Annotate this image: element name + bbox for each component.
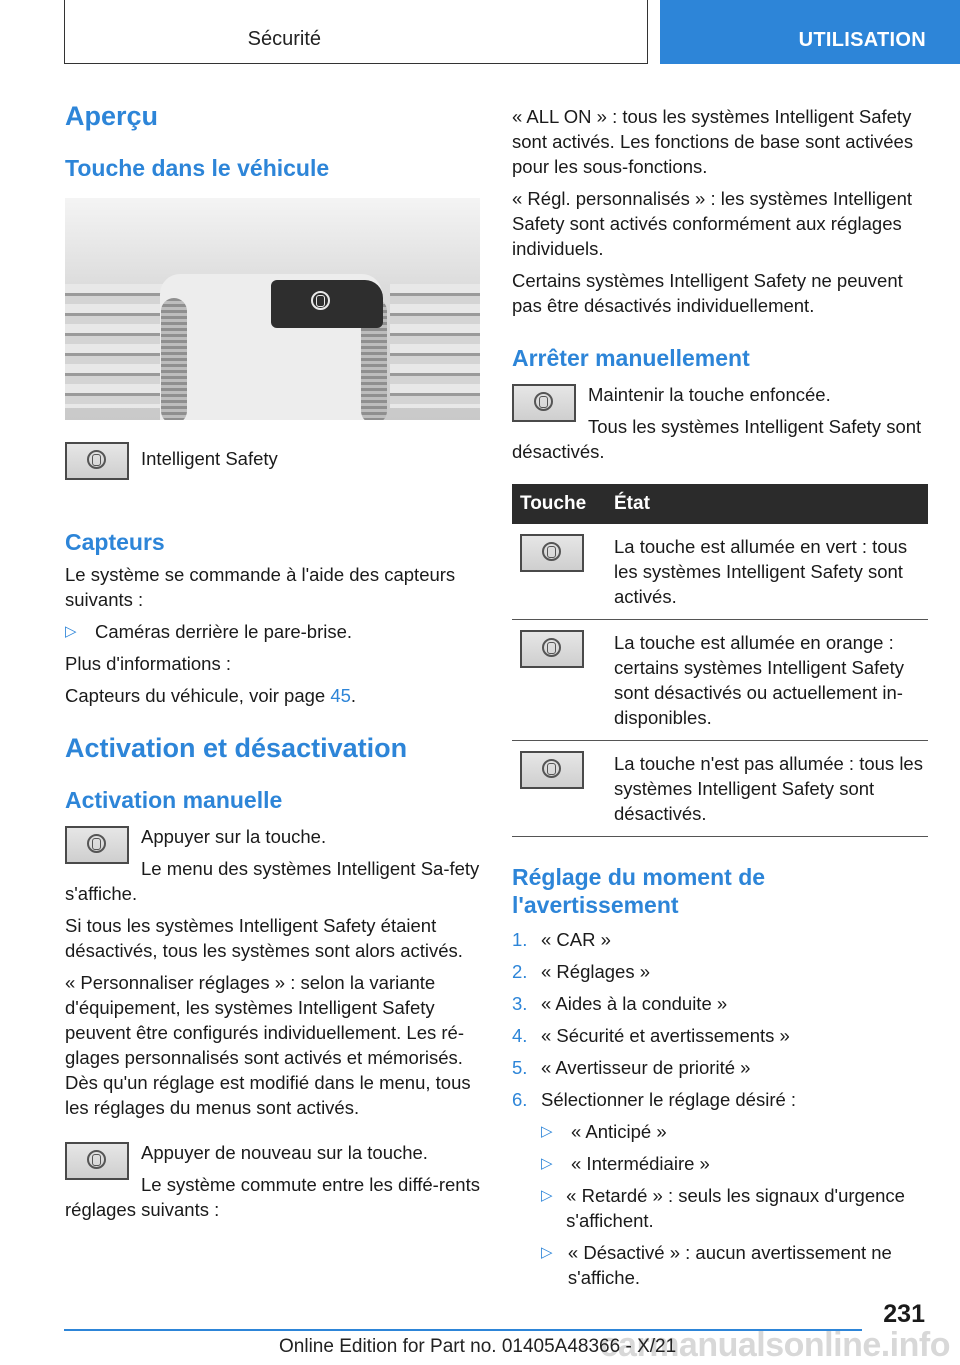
heading-capteurs: Capteurs (65, 529, 165, 555)
step-number: 6. (512, 1089, 528, 1110)
heading-touche: Touche dans le véhicule (65, 155, 330, 181)
table-row (512, 620, 928, 741)
list-item (512, 1023, 928, 1048)
arreter-block (512, 382, 928, 464)
steps-list (512, 927, 928, 1112)
list-item (512, 991, 928, 1016)
option-text: « Désactivé » : aucun avertissement ne s'affiche. (567, 1242, 892, 1288)
list-item (512, 1055, 928, 1080)
capteurs-item: Caméras derrière le pare-brise. (95, 621, 353, 642)
intelligent-safety-button-icon (512, 384, 576, 422)
heading-apercu: Aperçu (65, 101, 159, 131)
table-row (512, 741, 928, 837)
personnaliser-text: « Personnaliser réglages » : selon la variante d'équipement, les systèmes Intelligent Safety peuvent être configurés individuellement. Les ré-glages personnalisés sont activés et mémorisés. Dès qu'un réglage est modifié dans le menu, tous les réglages du menus sont activés. (65, 972, 471, 1118)
air-vent-left (65, 284, 175, 408)
footer-edition: Online Edition for Part no. 01405A48366 - X/21 (279, 1336, 677, 1357)
menu-text: Le menu des systèmes Intelligent Sa-fety s'affiche. (65, 858, 480, 904)
list-item (65, 619, 480, 644)
capteurs-text: Le système se commande à l'aide des capteurs suivants : (65, 564, 456, 610)
intelligent-safety-button-icon (65, 442, 129, 480)
table-cell-state: La touche est allumée en orange : certains systèmes Intelligent Safety sont désactivés ou actuellement in-disponibles. (606, 620, 928, 741)
step-text: « CAR » (541, 929, 611, 950)
left-column (65, 100, 480, 1222)
tous-desactives-text: Tous les systèmes Intelligent Safety sont désactivés. (512, 416, 922, 462)
option-text: « Intermédiaire » (571, 1153, 710, 1174)
step-number: 1. (512, 929, 528, 950)
reference-text: Capteurs du véhicule, voir page (65, 685, 331, 706)
list-item (541, 1240, 928, 1290)
step-text: « Réglages » (541, 961, 651, 982)
options-list (541, 1119, 928, 1290)
intelligent-safety-icon (311, 291, 330, 310)
triangle-bullet-icon: ▷ (65, 623, 77, 640)
capteurs-reference (65, 683, 480, 708)
intelligent-safety-button-orange-icon (520, 630, 584, 668)
appuyer-nouveau-block (65, 1140, 480, 1222)
step-number: 3. (512, 993, 528, 1014)
step-text: « Sécurité et avertissements » (541, 1025, 790, 1046)
table-cell-state: La touche n'est pas allumée : tous les systèmes Intelligent Safety sont désactivés. (606, 741, 928, 837)
vehicle-button-photo (65, 198, 480, 420)
triangle-bullet-icon: ▷ (541, 1187, 553, 1204)
appuyer-text: Appuyer sur la touche. (141, 826, 327, 847)
header-section-title: Sécurité (247, 28, 321, 50)
button-legend (65, 440, 480, 504)
activation-block (65, 824, 480, 906)
table-header-row (512, 484, 928, 524)
page-number: 231 (883, 1300, 925, 1328)
certains-text: Certains systèmes Intelligent Safety ne peuvent pas être désactivés individuellement. (512, 270, 903, 316)
triangle-bullet-icon: ▷ (541, 1244, 553, 1261)
button-state-table (512, 484, 928, 837)
header-frame (64, 0, 648, 64)
triangle-bullet-icon: ▷ (541, 1123, 553, 1140)
list-item (541, 1119, 928, 1144)
button-caption: Intelligent Safety (141, 448, 278, 469)
list-item (541, 1151, 928, 1176)
watermark-logo: carmanualsonline.info (599, 1326, 950, 1364)
table-cell-button (512, 620, 606, 741)
heading-arreter: Arrêter manuellement (512, 345, 750, 371)
air-vent-right (390, 284, 480, 408)
heading-reglage: Réglage du moment de l'avertissement (512, 864, 766, 918)
heading-activation: Activation et désactivation (65, 733, 408, 763)
table-row (512, 524, 928, 620)
table-cell-state: La touche est allumée en vert : tous les systèmes Intelligent Safety sont activés. (606, 524, 928, 620)
maintenir-text: Maintenir la touche enfoncée. (588, 384, 831, 405)
table-cell-button (512, 524, 606, 620)
step-text: Sélectionner le réglage désiré : (541, 1089, 797, 1110)
appuyer-nouveau-text: Appuyer de nouveau sur la touche. (141, 1142, 428, 1163)
step-text: « Avertisseur de priorité » (541, 1057, 751, 1078)
triangle-bullet-icon: ▷ (541, 1155, 553, 1172)
list-item (512, 959, 928, 984)
step-number: 2. (512, 961, 528, 982)
table-cell-button (512, 741, 606, 837)
intelligent-safety-button-off-icon (520, 751, 584, 789)
list-item (512, 927, 928, 952)
reference-end: . (350, 685, 357, 706)
intelligent-safety-button-icon (65, 1142, 129, 1180)
step-number: 5. (512, 1057, 528, 1078)
vent-wheel-left (161, 298, 187, 420)
step-text: « Aides à la conduite » (541, 993, 728, 1014)
list-item (512, 1087, 928, 1112)
table-header-etat: État (606, 484, 928, 524)
regl-perso-text: « Régl. personnalisés » : les systèmes Intelligent Safety sont activés conformément aux réglages individuels. (512, 188, 913, 259)
option-text: « Anticipé » (571, 1121, 667, 1142)
intelligent-safety-physical-button (271, 280, 383, 328)
list-item (541, 1183, 928, 1233)
intelligent-safety-button-icon (65, 826, 129, 864)
plus-info: Plus d'informations : (65, 653, 231, 674)
header-chapter-label: UTILISATION (798, 29, 926, 51)
si-tous-text: Si tous les systèmes Intelligent Safety étaient désactivés, tous les systèmes sont alors activés. (65, 915, 463, 961)
heading-activation-manuelle: Activation manuelle (65, 787, 283, 813)
table-header-touche: Touche (512, 484, 606, 524)
right-column (512, 104, 928, 1290)
all-on-text: « ALL ON » : tous les systèmes Intelligent Safety sont activés. Les fonctions de base sont activées pour les sous-fonctions. (512, 106, 914, 177)
step-number: 4. (512, 1025, 528, 1046)
header-chapter-tab[interactable] (660, 0, 960, 64)
option-text: « Retardé » : seuls les signaux d'urgence s'affichent. (566, 1185, 905, 1231)
intelligent-safety-button-green-icon (520, 534, 584, 572)
page-link[interactable]: 45 (330, 685, 351, 706)
commute-text: Le système commute entre les diffé-rents réglages suivants : (65, 1174, 480, 1220)
